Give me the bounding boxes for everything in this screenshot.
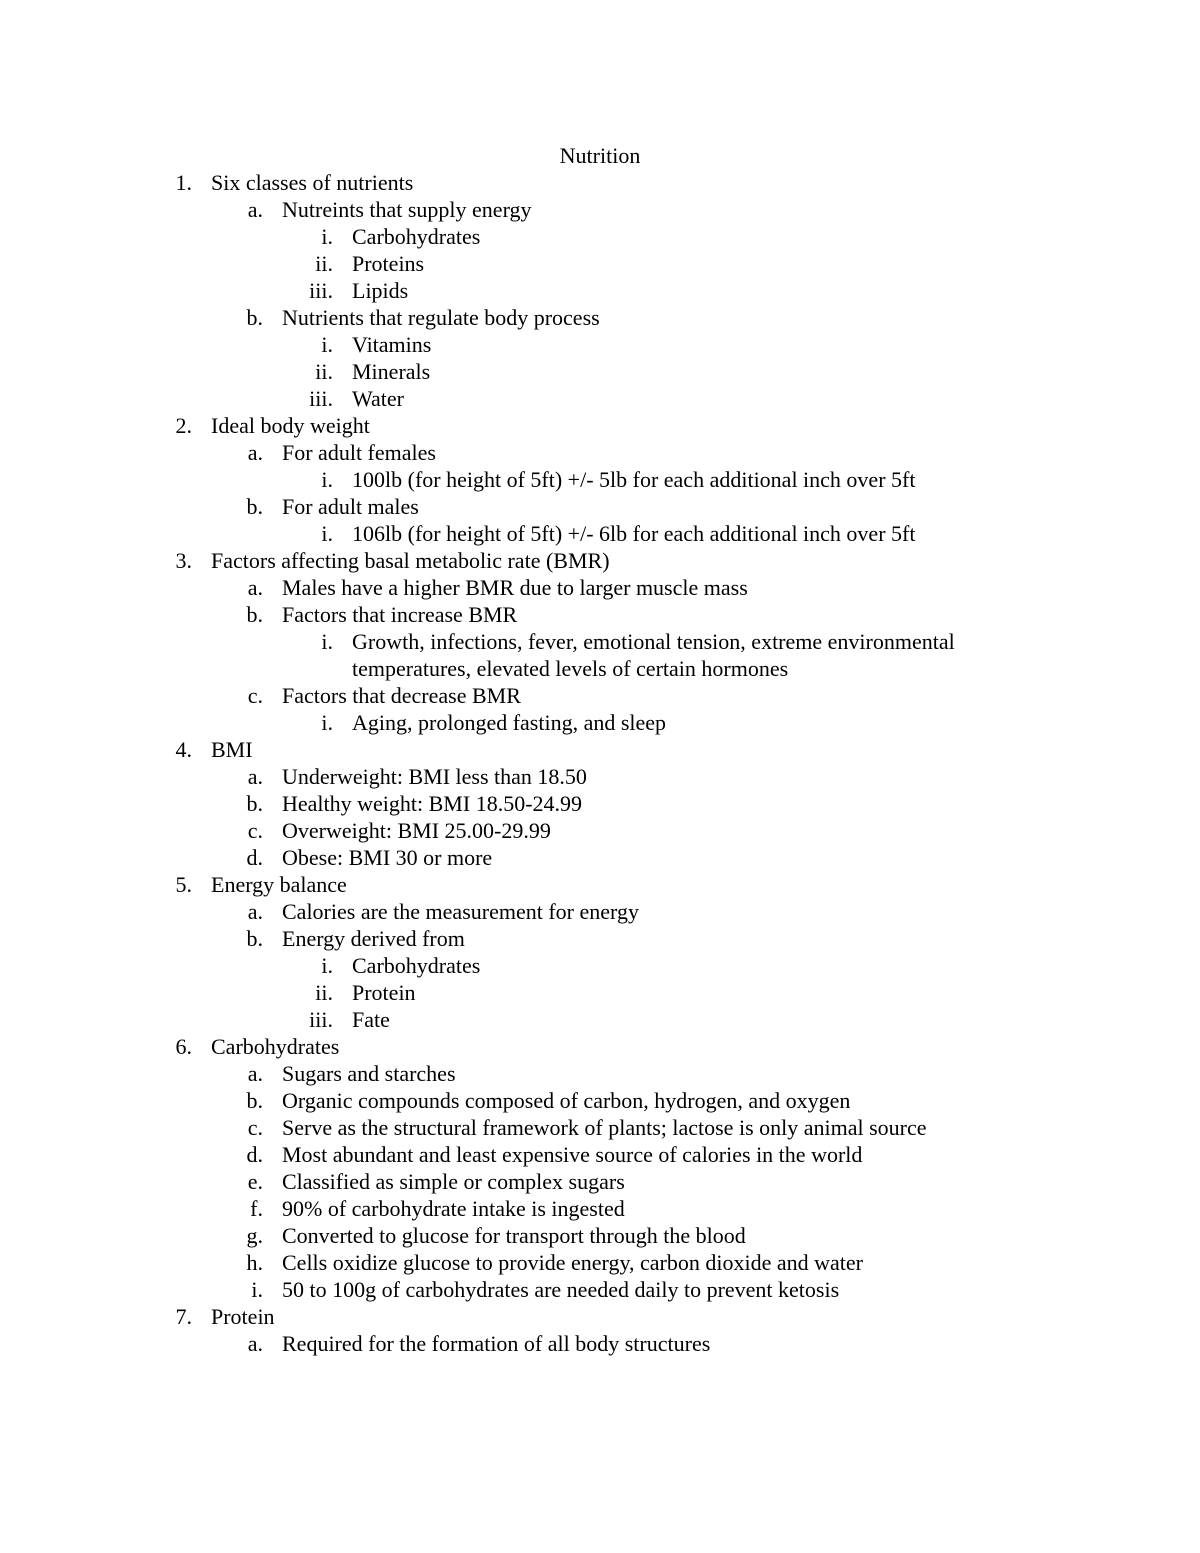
- outline-marker: 4.: [175, 737, 192, 762]
- outline-item-level-2: [0, 304, 1200, 331]
- outline-marker: 1.: [175, 170, 192, 195]
- outline-item-level-3: [0, 223, 1200, 250]
- outline-text: Most abundant and least expensive source of calories in the world: [282, 1142, 863, 1167]
- outline-marker: g.: [246, 1223, 263, 1248]
- outline-text: 106lb (for height of 5ft) +/- 6lb for each additional inch over 5ft: [352, 521, 916, 546]
- outline-text: Organic compounds composed of carbon, hydrogen, and oxygen: [282, 1088, 851, 1113]
- outline-item-level-2: [0, 1249, 1200, 1276]
- outline-item-level-3: [0, 1006, 1200, 1033]
- outline-item-level-3: [0, 358, 1200, 385]
- outline-text: For adult females: [282, 440, 436, 465]
- outline-item-level-2: [0, 601, 1200, 628]
- outline-marker: i.: [321, 332, 333, 357]
- outline-text: 90% of carbohydrate intake is ingested: [282, 1196, 625, 1221]
- outline-item-level-1: [0, 169, 1200, 196]
- outline-text: Fate: [352, 1007, 390, 1032]
- outline-marker: b.: [246, 791, 263, 816]
- outline-item-level-3: [0, 709, 1200, 736]
- outline-marker: a.: [247, 1331, 263, 1356]
- outline-marker: c.: [247, 683, 263, 708]
- outline-marker: 5.: [175, 872, 192, 897]
- outline-item-level-2: [0, 1168, 1200, 1195]
- outline-text: Healthy weight: BMI 18.50-24.99: [282, 791, 583, 816]
- outline-item-level-2: [0, 574, 1200, 601]
- outline-item-level-2: [0, 898, 1200, 925]
- outline-item-level-1: [0, 547, 1200, 574]
- outline-item-level-2: [0, 844, 1200, 871]
- outline-item-level-3: [0, 277, 1200, 304]
- outline-text: Overweight: BMI 25.00-29.99: [282, 818, 551, 843]
- outline-marker: a.: [247, 197, 263, 222]
- outline-text: Ideal body weight: [211, 413, 370, 438]
- outline-marker: i.: [251, 1277, 263, 1302]
- outline-text: Proteins: [352, 251, 425, 276]
- outline-item-level-2: [0, 925, 1200, 952]
- outline-marker: e.: [247, 1169, 263, 1194]
- outline-item-level-2: [0, 763, 1200, 790]
- outline-text: Underweight: BMI less than 18.50: [282, 764, 587, 789]
- outline-marker: ii.: [315, 359, 333, 384]
- outline-marker: a.: [247, 575, 263, 600]
- outline-marker: i.: [321, 467, 333, 492]
- outline-text: Aging, prolonged fasting, and sleep: [352, 710, 667, 735]
- outline-text: Factors affecting basal metabolic rate (BMR): [211, 548, 610, 573]
- outline-marker: b.: [246, 926, 263, 951]
- outline-text: Calories are the measurement for energy: [282, 899, 639, 924]
- outline-marker: i.: [321, 224, 333, 249]
- outline-marker: b.: [246, 305, 263, 330]
- outline-marker: a.: [247, 1061, 263, 1086]
- outline-text: 50 to 100g of carbohydrates are needed daily to prevent ketosis: [282, 1277, 840, 1302]
- outline-text: Serve as the structural framework of plants; lactose is only animal source: [282, 1115, 927, 1140]
- outline-marker: iii.: [309, 386, 333, 411]
- outline-marker: b.: [246, 494, 263, 519]
- outline-item-level-3: [0, 979, 1200, 1006]
- outline-marker: d.: [246, 1142, 263, 1167]
- outline-item-level-1: [0, 1303, 1200, 1330]
- outline-item-level-3: [0, 331, 1200, 358]
- outline-text: Energy derived from: [282, 926, 465, 951]
- outline-item-level-3: [0, 952, 1200, 979]
- outline-marker: b.: [246, 1088, 263, 1113]
- outline-text: Converted to glucose for transport through the blood: [282, 1223, 746, 1248]
- outline-marker: c.: [247, 818, 263, 843]
- outline-item-level-2: [0, 1087, 1200, 1114]
- outline-item-level-1: [0, 736, 1200, 763]
- outline-item-level-2: [0, 1222, 1200, 1249]
- outline-text: Six classes of nutrients: [211, 170, 414, 195]
- outline-text: Vitamins: [352, 332, 432, 357]
- outline-marker: ii.: [315, 251, 333, 276]
- outline-text: Growth, infections, fever, emotional tension, extreme environmental temperatures, elevated levels of certain hormones: [352, 629, 955, 681]
- outline-item-level-2: [0, 1330, 1200, 1357]
- outline-text: Required for the formation of all body structures: [282, 1331, 711, 1356]
- outline-text: Carbohydrates: [352, 953, 481, 978]
- outline-item-level-3: [0, 628, 1200, 682]
- outline-text: Protein: [211, 1304, 275, 1329]
- outline-marker: i.: [321, 521, 333, 546]
- outline-text: Nutrients that regulate body process: [282, 305, 600, 330]
- outline-text: Nutreints that supply energy: [282, 197, 532, 222]
- outline-item-level-2: [0, 790, 1200, 817]
- outline-item-level-3: [0, 250, 1200, 277]
- outline-marker: d.: [246, 845, 263, 870]
- outline-marker: 2.: [175, 413, 192, 438]
- outline-text: Males have a higher BMR due to larger muscle mass: [282, 575, 748, 600]
- outline-marker: a.: [247, 764, 263, 789]
- outline-item-level-1: [0, 1033, 1200, 1060]
- outline-text: Sugars and starches: [282, 1061, 456, 1086]
- outline-text: 100lb (for height of 5ft) +/- 5lb for each additional inch over 5ft: [352, 467, 916, 492]
- outline-marker: c.: [247, 1115, 263, 1140]
- outline-item-level-2: [0, 1141, 1200, 1168]
- outline-marker: i.: [321, 710, 333, 735]
- outline-item-level-2: [0, 1195, 1200, 1222]
- outline-marker: 6.: [175, 1034, 192, 1059]
- outline-text: Obese: BMI 30 or more: [282, 845, 493, 870]
- outline-text: Protein: [352, 980, 416, 1005]
- outline-marker: 3.: [175, 548, 192, 573]
- outline-item-level-3: [0, 385, 1200, 412]
- outline-item-level-2: [0, 1060, 1200, 1087]
- outline-text: Carbohydrates: [211, 1034, 340, 1059]
- outline-item-level-2: [0, 439, 1200, 466]
- outline-marker: iii.: [309, 278, 333, 303]
- outline-item-level-2: [0, 817, 1200, 844]
- outline-marker: h.: [246, 1250, 263, 1275]
- outline-text: Cells oxidize glucose to provide energy, carbon dioxide and water: [282, 1250, 863, 1275]
- outline-item-level-2: [0, 493, 1200, 520]
- outline-item-level-2: [0, 1276, 1200, 1303]
- outline-item-level-2: [0, 196, 1200, 223]
- outline-item-level-2: [0, 1114, 1200, 1141]
- outline-marker: ii.: [315, 980, 333, 1005]
- outline-text: Minerals: [352, 359, 431, 384]
- outline-item-level-1: [0, 412, 1200, 439]
- outline-text: Water: [352, 386, 404, 411]
- nutrition-outline: [0, 169, 1200, 1357]
- outline-text: Lipids: [352, 278, 409, 303]
- outline-text: BMI: [211, 737, 253, 762]
- outline-item-level-3: [0, 466, 1200, 493]
- outline-text: Classified as simple or complex sugars: [282, 1169, 625, 1194]
- outline-marker: a.: [247, 440, 263, 465]
- outline-marker: f.: [250, 1196, 263, 1221]
- outline-marker: i.: [321, 629, 333, 654]
- outline-marker: a.: [247, 899, 263, 924]
- outline-marker: iii.: [309, 1007, 333, 1032]
- outline-marker: b.: [246, 602, 263, 627]
- outline-text: Energy balance: [211, 872, 347, 897]
- document-title: Nutrition: [559, 143, 641, 168]
- outline-text: Factors that increase BMR: [282, 602, 518, 627]
- outline-item-level-3: [0, 520, 1200, 547]
- outline-text: Carbohydrates: [352, 224, 481, 249]
- outline-item-level-2: [0, 682, 1200, 709]
- outline-marker: 7.: [175, 1304, 192, 1329]
- outline-marker: i.: [321, 953, 333, 978]
- outline-item-level-1: [0, 871, 1200, 898]
- outline-text: For adult males: [282, 494, 419, 519]
- outline-text: Factors that decrease BMR: [282, 683, 521, 708]
